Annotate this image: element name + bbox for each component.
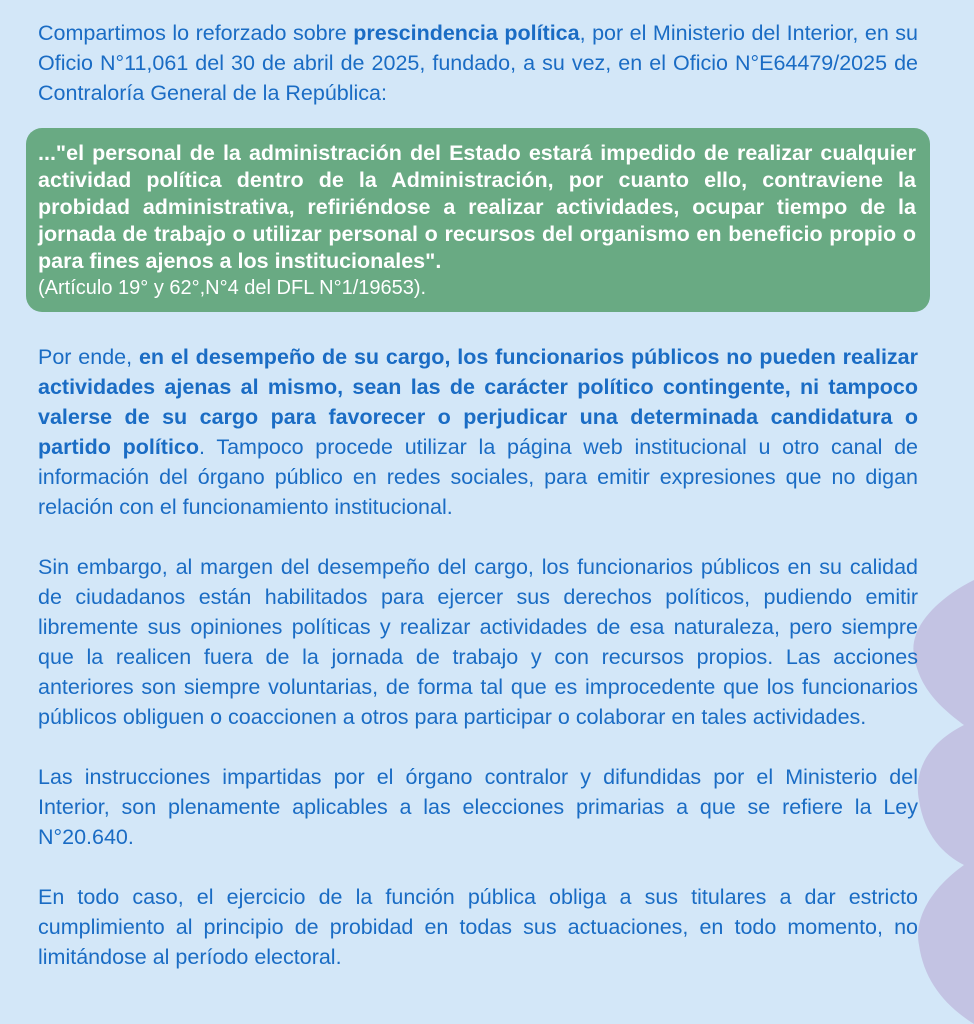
quote-box bbox=[26, 128, 930, 312]
paragraph-instrucciones: Las instrucciones impartidas por el órgano contralor y difundidas por el Ministerio del Interior, son plenamente aplicables a las elecciones primarias a que se refiere la Ley N°20.640. bbox=[38, 765, 918, 849]
document-body bbox=[38, 18, 918, 972]
quote-text: ..."el personal de la administración del Estado estará impedido de realizar cualquier actividad política dentro de la Administración, por cuanto ello, contraviene la probidad administrativa, refiriéndose a realizar actividades, ocupar tiempo de la jornada de trabajo o utilizar personal o recursos del organismo en beneficio propio o para fines ajenos a los institucionales". bbox=[38, 141, 916, 273]
text-segment: , por el Ministerio del Interior, en su Oficio N°11,061 del 30 de abril de 2025, fundado, a su vez, en el Oficio N°E64479/2025 de Contraloría General de la República: bbox=[38, 21, 918, 105]
text-segment: Compartimos lo reforzado sobre bbox=[38, 21, 354, 45]
text-segment: Por ende, bbox=[38, 345, 139, 369]
emphasis-text: prescindencia política bbox=[353, 21, 580, 45]
paragraph-en-todo-caso: En todo caso, el ejercicio de la función pública obliga a sus titulares a dar estricto cumplimiento al principio de probidad en todas sus actuaciones, en todo momento, no limitándose al período electoral. bbox=[38, 885, 918, 969]
text-segment: . Tampoco procede utilizar la página web institucional u otro canal de información del órgano público en redes sociales, para emitir expresiones que no digan relación con el funcionamiento institucional. bbox=[38, 435, 918, 519]
blob-shape bbox=[913, 580, 974, 1024]
quote-source: (Artículo 19° y 62°,N°4 del DFL N°1/19653). bbox=[38, 277, 427, 299]
intro-paragraph bbox=[38, 18, 918, 108]
paragraph-sin-embargo: Sin embargo, al margen del desempeño del cargo, los funcionarios públicos en su calidad de ciudadanos están habilitados para ejercer sus derechos políticos, pudiendo emitir libremente sus opiniones políticas y realizar actividades de esa naturaleza, pero siempre que la realicen fuera de la jornada de trabajo y con recursos propios. Las acciones anteriores son siempre voluntarias, de forma tal que es improcedente que los funcionarios públicos obliguen o coaccionen a otros para participar o colaborar en tales actividades. bbox=[38, 555, 918, 729]
emphasis-text: en el desempeño de su cargo, los funcionarios públicos no pueden realizar actividades ajenas al mismo, sean las de carácter político contingente, ni tampoco valerse de su cargo para favorecer o perjudicar una determinada candidatura o partido político bbox=[38, 345, 918, 459]
paragraph-por-ende bbox=[38, 342, 918, 522]
